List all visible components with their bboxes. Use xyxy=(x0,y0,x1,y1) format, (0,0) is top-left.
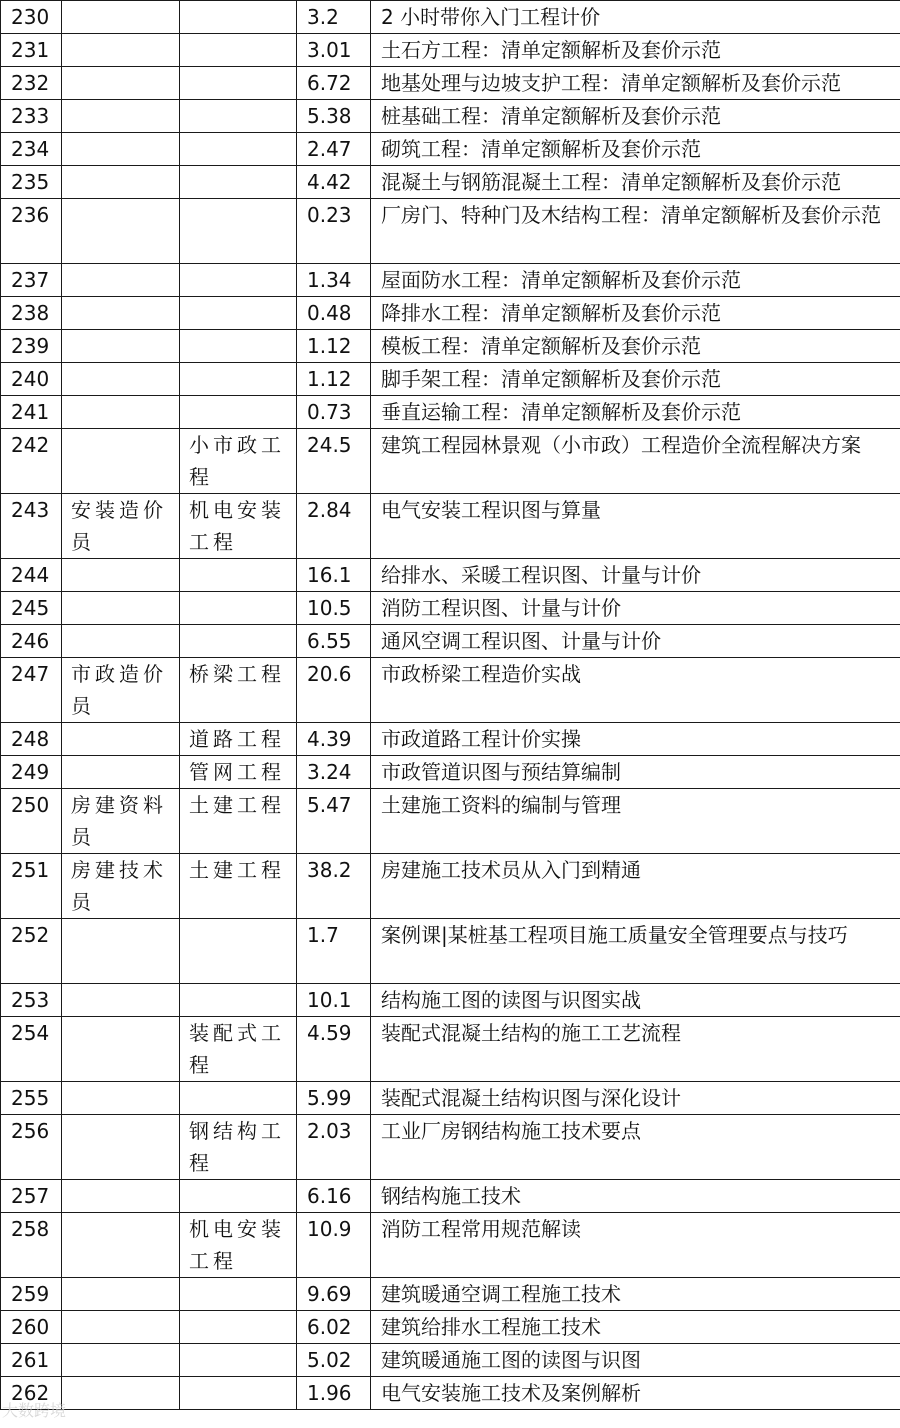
role-cell xyxy=(62,1311,180,1344)
category-cell xyxy=(180,330,297,363)
row-number: 236 xyxy=(1,199,62,264)
course-title-cell: 地基处理与边坡支护工程：清单定额解析及套价示范 xyxy=(371,67,900,100)
hours-cell: 6.72 xyxy=(297,67,371,100)
category-cell xyxy=(180,625,297,658)
table-row xyxy=(1,1180,900,1213)
category-cell: 管网工程 xyxy=(180,756,297,789)
row-number: 238 xyxy=(1,297,62,330)
table-row xyxy=(1,494,900,559)
course-title-cell: 结构施工图的读图与识图实战 xyxy=(371,984,900,1017)
role-cell xyxy=(62,166,180,199)
role-cell: 安装造价员 xyxy=(62,494,180,559)
hours-cell: 10.1 xyxy=(297,984,371,1017)
hours-cell: 1.7 xyxy=(297,919,371,984)
row-number: 232 xyxy=(1,67,62,100)
row-number: 233 xyxy=(1,100,62,133)
course-title-cell: 给排水、采暖工程识图、计量与计价 xyxy=(371,559,900,592)
hours-cell: 1.12 xyxy=(297,363,371,396)
category-cell xyxy=(180,984,297,1017)
table-row xyxy=(1,199,900,264)
category-cell: 钢结构工程 xyxy=(180,1115,297,1180)
course-title-cell: 砌筑工程：清单定额解析及套价示范 xyxy=(371,133,900,166)
category-cell: 桥梁工程 xyxy=(180,658,297,723)
hours-cell: 5.99 xyxy=(297,1082,371,1115)
role-cell xyxy=(62,1082,180,1115)
hours-cell: 9.69 xyxy=(297,1278,371,1311)
table-row xyxy=(1,1115,900,1180)
course-title-cell: 土建施工资料的编制与管理 xyxy=(371,789,900,854)
row-number: 237 xyxy=(1,264,62,297)
category-cell xyxy=(180,1311,297,1344)
course-title-cell: 厂房门、特种门及木结构工程：清单定额解析及套价示范 xyxy=(371,199,900,264)
row-number: 253 xyxy=(1,984,62,1017)
role-cell xyxy=(62,1377,180,1410)
category-cell xyxy=(180,919,297,984)
category-cell: 机电安装工程 xyxy=(180,494,297,559)
category-cell: 道路工程 xyxy=(180,723,297,756)
row-number: 254 xyxy=(1,1017,62,1082)
course-title-cell: 建筑工程园林景观（小市政）工程造价全流程解决方案 xyxy=(371,429,900,494)
role-cell xyxy=(62,100,180,133)
watermark: 大数跨境 xyxy=(2,1401,67,1420)
course-title-cell: 电气安装施工技术及案例解析 xyxy=(371,1377,900,1410)
role-cell xyxy=(62,1344,180,1377)
course-title-cell: 消防工程常用规范解读 xyxy=(371,1213,900,1278)
role-cell xyxy=(62,1278,180,1311)
role-cell xyxy=(62,264,180,297)
course-table-body xyxy=(1,1,900,1410)
course-title-cell: 工业厂房钢结构施工技术要点 xyxy=(371,1115,900,1180)
row-number: 235 xyxy=(1,166,62,199)
row-number: 234 xyxy=(1,133,62,166)
category-cell xyxy=(180,592,297,625)
category-cell xyxy=(180,1,297,34)
row-number: 247 xyxy=(1,658,62,723)
category-cell: 土建工程 xyxy=(180,854,297,919)
course-title-cell: 建筑暖通空调工程施工技术 xyxy=(371,1278,900,1311)
role-cell xyxy=(62,559,180,592)
row-number: 256 xyxy=(1,1115,62,1180)
table-row xyxy=(1,133,900,166)
table-row xyxy=(1,559,900,592)
table-row xyxy=(1,625,900,658)
category-cell: 装配式工程 xyxy=(180,1017,297,1082)
course-title-cell: 市政管道识图与预结算编制 xyxy=(371,756,900,789)
category-cell xyxy=(180,1377,297,1410)
role-cell xyxy=(62,625,180,658)
role-cell xyxy=(62,1,180,34)
row-number: 243 xyxy=(1,494,62,559)
row-number: 255 xyxy=(1,1082,62,1115)
hours-cell: 5.02 xyxy=(297,1344,371,1377)
role-cell: 房建资料员 xyxy=(62,789,180,854)
category-cell xyxy=(180,1082,297,1115)
hours-cell: 4.39 xyxy=(297,723,371,756)
course-title-cell: 模板工程：清单定额解析及套价示范 xyxy=(371,330,900,363)
row-number: 245 xyxy=(1,592,62,625)
row-number: 252 xyxy=(1,919,62,984)
hours-cell: 2.03 xyxy=(297,1115,371,1180)
row-number: 248 xyxy=(1,723,62,756)
table-row xyxy=(1,1311,900,1344)
role-cell: 市政造价员 xyxy=(62,658,180,723)
category-cell xyxy=(180,559,297,592)
course-title-cell: 电气安装工程识图与算量 xyxy=(371,494,900,559)
course-title-cell: 建筑给排水工程施工技术 xyxy=(371,1311,900,1344)
course-title-cell: 屋面防水工程：清单定额解析及套价示范 xyxy=(371,264,900,297)
hours-cell: 6.02 xyxy=(297,1311,371,1344)
role-cell xyxy=(62,984,180,1017)
hours-cell: 1.12 xyxy=(297,330,371,363)
hours-cell: 24.5 xyxy=(297,429,371,494)
row-number: 250 xyxy=(1,789,62,854)
table-row xyxy=(1,756,900,789)
row-number: 244 xyxy=(1,559,62,592)
table-row xyxy=(1,34,900,67)
role-cell xyxy=(62,34,180,67)
course-title-cell: 装配式混凝土结构的施工工艺流程 xyxy=(371,1017,900,1082)
row-number: 258 xyxy=(1,1213,62,1278)
hours-cell: 10.9 xyxy=(297,1213,371,1278)
category-cell xyxy=(180,100,297,133)
role-cell xyxy=(62,756,180,789)
table-row xyxy=(1,789,900,854)
category-cell xyxy=(180,1278,297,1311)
table-row xyxy=(1,592,900,625)
role-cell xyxy=(62,133,180,166)
course-title-cell: 市政道路工程计价实操 xyxy=(371,723,900,756)
hours-cell: 6.55 xyxy=(297,625,371,658)
course-title-cell: 脚手架工程：清单定额解析及套价示范 xyxy=(371,363,900,396)
row-number: 251 xyxy=(1,854,62,919)
row-number: 262 xyxy=(1,1377,62,1410)
category-cell xyxy=(180,199,297,264)
table-row xyxy=(1,1,900,34)
table-row xyxy=(1,396,900,429)
row-number: 240 xyxy=(1,363,62,396)
category-cell xyxy=(180,1344,297,1377)
course-title-cell: 案例课|某桩基工程项目施工质量安全管理要点与技巧 xyxy=(371,919,900,984)
hours-cell: 1.34 xyxy=(297,264,371,297)
course-title-cell: 土石方工程：清单定额解析及套价示范 xyxy=(371,34,900,67)
row-number: 261 xyxy=(1,1344,62,1377)
role-cell: 房建技术员 xyxy=(62,854,180,919)
category-cell xyxy=(180,264,297,297)
category-cell xyxy=(180,396,297,429)
table-row xyxy=(1,166,900,199)
role-cell xyxy=(62,919,180,984)
hours-cell: 2.47 xyxy=(297,133,371,166)
category-cell xyxy=(180,363,297,396)
row-number: 231 xyxy=(1,34,62,67)
category-cell xyxy=(180,1180,297,1213)
table-row xyxy=(1,330,900,363)
row-number: 241 xyxy=(1,396,62,429)
role-cell xyxy=(62,429,180,494)
role-cell xyxy=(62,67,180,100)
role-cell xyxy=(62,1213,180,1278)
role-cell xyxy=(62,1180,180,1213)
category-cell: 小市政工程 xyxy=(180,429,297,494)
role-cell xyxy=(62,396,180,429)
row-number: 230 xyxy=(1,1,62,34)
role-cell xyxy=(62,363,180,396)
table-row xyxy=(1,264,900,297)
role-cell xyxy=(62,1017,180,1082)
row-number: 257 xyxy=(1,1180,62,1213)
category-cell xyxy=(180,166,297,199)
hours-cell: 3.01 xyxy=(297,34,371,67)
course-title-cell: 建筑暖通施工图的读图与识图 xyxy=(371,1344,900,1377)
hours-cell: 4.42 xyxy=(297,166,371,199)
hours-cell: 0.73 xyxy=(297,396,371,429)
hours-cell: 5.38 xyxy=(297,100,371,133)
table-row xyxy=(1,100,900,133)
category-cell xyxy=(180,67,297,100)
category-cell xyxy=(180,34,297,67)
table-row xyxy=(1,1213,900,1278)
hours-cell: 6.16 xyxy=(297,1180,371,1213)
hours-cell: 1.96 xyxy=(297,1377,371,1410)
course-title-cell: 市政桥梁工程造价实战 xyxy=(371,658,900,723)
table-row xyxy=(1,1082,900,1115)
category-cell xyxy=(180,297,297,330)
course-title-cell: 通风空调工程识图、计量与计价 xyxy=(371,625,900,658)
table-row xyxy=(1,1278,900,1311)
table-row xyxy=(1,1344,900,1377)
role-cell xyxy=(62,297,180,330)
row-number: 259 xyxy=(1,1278,62,1311)
row-number: 242 xyxy=(1,429,62,494)
hours-cell: 3.24 xyxy=(297,756,371,789)
table-row xyxy=(1,363,900,396)
table-row xyxy=(1,67,900,100)
course-title-cell: 装配式混凝土结构识图与深化设计 xyxy=(371,1082,900,1115)
hours-cell: 3.2 xyxy=(297,1,371,34)
table-row xyxy=(1,658,900,723)
course-title-cell: 降排水工程：清单定额解析及套价示范 xyxy=(371,297,900,330)
course-title-cell: 桩基础工程：清单定额解析及套价示范 xyxy=(371,100,900,133)
hours-cell: 0.23 xyxy=(297,199,371,264)
hours-cell: 16.1 xyxy=(297,559,371,592)
table-row xyxy=(1,1017,900,1082)
category-cell: 机电安装工程 xyxy=(180,1213,297,1278)
table-row xyxy=(1,984,900,1017)
course-title-cell: 消防工程识图、计量与计价 xyxy=(371,592,900,625)
course-title-cell: 垂直运输工程：清单定额解析及套价示范 xyxy=(371,396,900,429)
hours-cell: 0.48 xyxy=(297,297,371,330)
hours-cell: 4.59 xyxy=(297,1017,371,1082)
role-cell xyxy=(62,723,180,756)
hours-cell: 2.84 xyxy=(297,494,371,559)
category-cell xyxy=(180,133,297,166)
table-row xyxy=(1,429,900,494)
role-cell xyxy=(62,330,180,363)
table-row xyxy=(1,723,900,756)
role-cell xyxy=(62,199,180,264)
course-title-cell: 钢结构施工技术 xyxy=(371,1180,900,1213)
course-title-cell: 混凝土与钢筋混凝土工程：清单定额解析及套价示范 xyxy=(371,166,900,199)
table-row xyxy=(1,1377,900,1410)
row-number: 260 xyxy=(1,1311,62,1344)
row-number: 249 xyxy=(1,756,62,789)
table-row xyxy=(1,919,900,984)
hours-cell: 38.2 xyxy=(297,854,371,919)
hours-cell: 10.5 xyxy=(297,592,371,625)
hours-cell: 20.6 xyxy=(297,658,371,723)
row-number: 246 xyxy=(1,625,62,658)
table-row xyxy=(1,297,900,330)
role-cell xyxy=(62,592,180,625)
role-cell xyxy=(62,1115,180,1180)
row-number: 239 xyxy=(1,330,62,363)
category-cell: 土建工程 xyxy=(180,789,297,854)
table-row xyxy=(1,854,900,919)
hours-cell: 5.47 xyxy=(297,789,371,854)
course-title-cell: 房建施工技术员从入门到精通 xyxy=(371,854,900,919)
course-title-cell: 2 小时带你入门工程计价 xyxy=(371,1,900,34)
